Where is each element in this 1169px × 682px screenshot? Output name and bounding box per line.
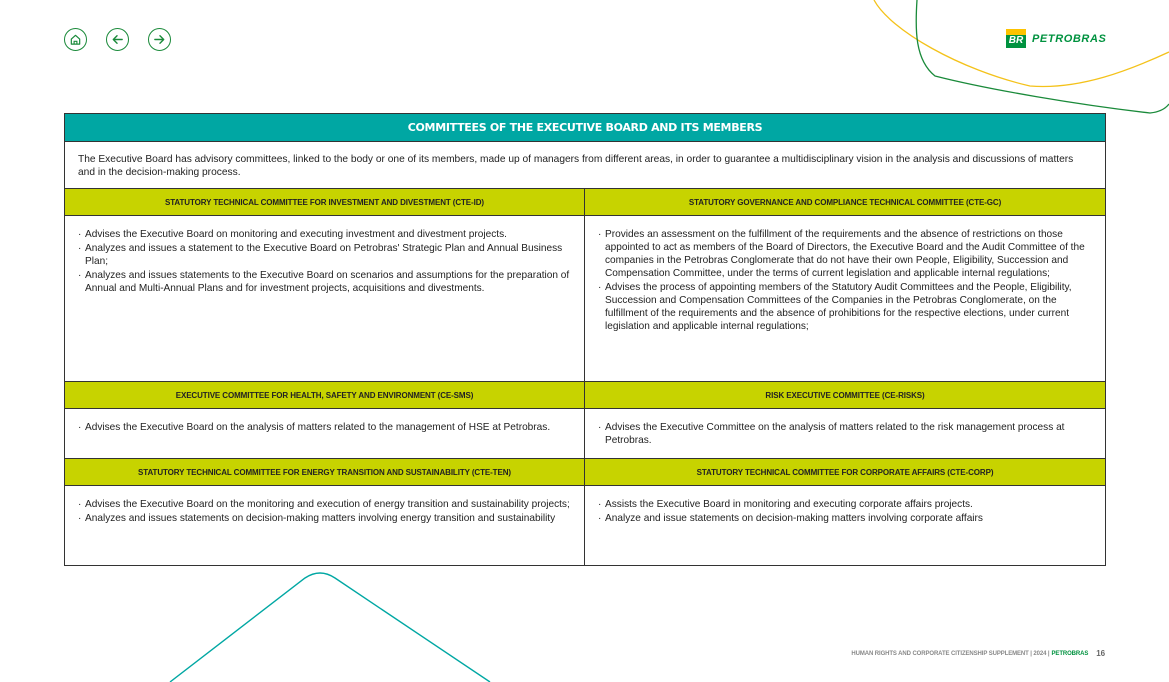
committee-title-ce-risks: RISK EXECUTIVE COMMITTEE (CE-RISKS) xyxy=(585,382,1106,409)
home-icon xyxy=(69,33,82,46)
list-item: · Advises the process of appointing members of the Statutory Audit Committees and the People, Eligibility, Succession and Compensation Committees of the Companies in the Petrobras Conglomerate, on the fulfillment of the requirements and the absence of prohibitions for the respective elections, under current legislation and applicable internal regulations; xyxy=(598,281,1091,333)
navigation-controls xyxy=(64,28,171,51)
committee-body-cte-ten xyxy=(65,486,585,566)
committee-body-ce-sms xyxy=(65,409,585,459)
list-item: · Analyzes and issues a statement to the Executive Board on Petrobras' Strategic Plan and Annual Business Plan; xyxy=(78,242,570,268)
logo-wordmark: PETROBRAS xyxy=(1032,32,1107,45)
committee-title-cte-ten: STATUTORY TECHNICAL COMMITTEE FOR ENERGY TRANSITION AND SUSTAINABILITY (CTE-TEN) xyxy=(65,459,585,486)
committees-table xyxy=(64,113,1106,566)
list-item: · Advises the Executive Committee on the analysis of matters related to the risk management process at Petrobras. xyxy=(598,421,1091,447)
table-intro: The Executive Board has advisory committees, linked to the body or one of its members, made up of managers from different areas, in order to guarantee a multidisciplinary vision in the analysis and discussions of matters and in the decision-making process. xyxy=(65,142,1106,189)
committee-body-ce-risks xyxy=(585,409,1106,459)
footer-text: HUMAN RIGHTS AND CORPORATE CITIZENSHIP SUPPLEMENT | 2024 | xyxy=(851,650,1050,657)
page-footer xyxy=(851,649,1105,658)
committee-title-cte-corp: STATUTORY TECHNICAL COMMITTEE FOR CORPORATE AFFAIRS (CTE-CORP) xyxy=(585,459,1106,486)
list-item: · Advises the Executive Board on the monitoring and execution of energy transition and sustainability projects; xyxy=(78,498,570,511)
list-item: · Analyze and issue statements on decision-making matters involving corporate affairs xyxy=(598,512,1091,525)
table-title: COMMITTEES OF THE EXECUTIVE BOARD AND ITS MEMBERS xyxy=(65,114,1106,142)
list-item: · Advises the Executive Board on monitoring and executing investment and divestment projects. xyxy=(78,228,570,241)
list-item: · Analyzes and issues statements to the Executive Board on scenarios and assumptions for the preparation of Annual and Multi-Annual Plans and for investment projects, acquisitions and divestments. xyxy=(78,269,570,295)
footer-brand: PETROBRAS xyxy=(1051,650,1089,657)
arrow-right-icon xyxy=(153,33,166,46)
committee-body-cte-id xyxy=(65,216,585,382)
list-item: · Provides an assessment on the fulfillment of the requirements and the absence of restrictions on those appointed to act as members of the Board of Directors, the Executive Board and the Audit Committee of the companies in the Petrobras Conglomerate that do not have their own People, Eligibility, Succession and Compensation Committee, under the terms of current legislation and applicable internal regulations; xyxy=(598,228,1091,280)
petrobras-logo xyxy=(1006,29,1106,48)
home-button[interactable] xyxy=(64,28,87,51)
list-item: · Advises the Executive Board on the analysis of matters related to the management of HSE at Petrobras. xyxy=(78,421,570,434)
committee-title-cte-gc: STATUTORY GOVERNANCE AND COMPLIANCE TECHNICAL COMMITTEE (CTE-GC) xyxy=(585,189,1106,216)
forward-button[interactable] xyxy=(148,28,171,51)
br-logo-mark xyxy=(1006,29,1026,48)
list-item: · Assists the Executive Board in monitoring and executing corporate affairs projects. xyxy=(598,498,1091,511)
back-button[interactable] xyxy=(106,28,129,51)
logo-mark-text: BR xyxy=(1008,35,1024,46)
arrow-left-icon xyxy=(111,33,124,46)
list-item: · Analyzes and issues statements on decision-making matters involving energy transition and sustainability xyxy=(78,512,570,525)
decorative-curves-top xyxy=(0,0,1169,130)
page-number: 16 xyxy=(1096,649,1105,658)
committee-title-ce-sms: EXECUTIVE COMMITTEE FOR HEALTH, SAFETY AND ENVIRONMENT (CE-SMS) xyxy=(65,382,585,409)
committee-title-cte-id: STATUTORY TECHNICAL COMMITTEE FOR INVESTMENT AND DIVESTMENT (CTE-ID) xyxy=(65,189,585,216)
committee-body-cte-corp xyxy=(585,486,1106,566)
committee-body-cte-gc xyxy=(585,216,1106,382)
